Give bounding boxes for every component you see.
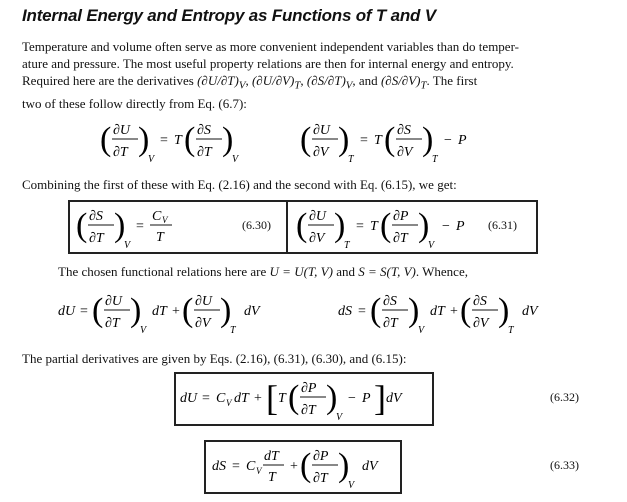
intro-paragraph bbox=[22, 38, 610, 112]
equals: = bbox=[232, 459, 240, 474]
numerator-Cv: C bbox=[152, 209, 162, 224]
denominator-dT: ∂T bbox=[301, 403, 316, 418]
symbol-T: T bbox=[174, 133, 182, 148]
combining-paragraph: Combining the first of these with Eq. (2.16) and the second with Eq. (6.15), we get: bbox=[22, 177, 457, 192]
derivative-dUdT-sub: V bbox=[238, 79, 246, 92]
subscript-T: T bbox=[508, 325, 514, 336]
numerator-dS: ∂S bbox=[197, 123, 211, 138]
paren-close: ) bbox=[422, 121, 434, 158]
relation-S: S = S(T, V) bbox=[358, 264, 416, 279]
subscript-V: V bbox=[348, 480, 355, 491]
numerator-dP: ∂P bbox=[301, 381, 317, 396]
paren-close: ) bbox=[114, 207, 126, 244]
relations-tail: . Whence, bbox=[415, 264, 468, 279]
subscript-V: V bbox=[232, 154, 239, 165]
minus: − bbox=[444, 133, 452, 148]
paren-open: ( bbox=[300, 121, 312, 158]
subscript-T: T bbox=[230, 325, 236, 336]
derivative-dSdV-sub: T bbox=[420, 79, 427, 92]
derivative-dSdT: (∂S/∂T) bbox=[306, 73, 346, 88]
paren-open: ( bbox=[380, 207, 392, 244]
numerator-dS: ∂S bbox=[383, 294, 397, 309]
plus: + bbox=[254, 391, 262, 406]
paren-close: ) bbox=[334, 207, 346, 244]
paren-open: ( bbox=[182, 292, 194, 329]
lhs-dS: dS bbox=[338, 304, 352, 319]
symbol-Cv: C bbox=[216, 391, 226, 406]
equation-dU-total bbox=[58, 292, 261, 336]
minus: − bbox=[348, 391, 356, 406]
denominator-dT: ∂T bbox=[105, 316, 120, 331]
differential-dT: dT bbox=[152, 304, 167, 319]
numerator-dU: ∂U bbox=[195, 294, 213, 309]
intro-line-3-lead: Required here are the derivatives bbox=[22, 73, 198, 88]
equation-pair-6-7 bbox=[100, 112, 520, 172]
denominator-dT: ∂T bbox=[383, 316, 398, 331]
symbol-P: P bbox=[362, 391, 371, 406]
paren-close: ) bbox=[408, 292, 420, 329]
differential-dT: dT bbox=[234, 391, 249, 406]
intro-line-2: ature and pressure. The most useful property relations are then for internal energy and entropy. bbox=[22, 56, 514, 71]
numerator-dP: ∂P bbox=[393, 209, 409, 224]
equals: = bbox=[358, 304, 366, 319]
paren-open: ( bbox=[100, 121, 112, 158]
plus: + bbox=[172, 304, 180, 319]
equals: = bbox=[160, 133, 168, 148]
symbol-Cv: C bbox=[246, 459, 256, 474]
numerator-dT: dT bbox=[264, 449, 279, 464]
intro-line-1: Temperature and volume often serve as more convenient independent variables than do temper- bbox=[22, 39, 519, 54]
equals: = bbox=[360, 133, 368, 148]
symbol-P: P bbox=[458, 133, 467, 148]
denominator-dT: ∂T bbox=[393, 231, 408, 246]
relations-and: and bbox=[332, 264, 359, 279]
differential-dV: dV bbox=[244, 304, 260, 319]
subscript-V: V bbox=[418, 325, 425, 336]
paren-open: ( bbox=[76, 207, 88, 244]
subscript-V: V bbox=[148, 154, 155, 165]
denominator-dV: ∂V bbox=[397, 145, 413, 160]
sep-1: , bbox=[245, 73, 252, 88]
numerator-Cv-sub: V bbox=[162, 215, 168, 225]
relations-lead: The chosen functional relations here are bbox=[58, 264, 270, 279]
symbol-T: T bbox=[278, 391, 286, 406]
differential-dV: dV bbox=[522, 304, 538, 319]
paren-open: ( bbox=[288, 379, 300, 416]
partial-derivatives-paragraph: The partial derivatives are given by Eqs. (2.16), (6.31), (6.30), and (6.15): bbox=[22, 351, 407, 366]
numerator-dS: ∂S bbox=[473, 294, 487, 309]
denominator-dT: ∂T bbox=[313, 471, 328, 486]
symbol-T: T bbox=[370, 219, 378, 234]
plus: + bbox=[450, 304, 458, 319]
equals: = bbox=[356, 219, 364, 234]
equation-6-31 bbox=[294, 200, 484, 254]
subscript-V: V bbox=[140, 325, 147, 336]
numerator-dS: ∂S bbox=[397, 123, 411, 138]
paren-open: ( bbox=[92, 292, 104, 329]
lhs-dU: dU bbox=[180, 391, 198, 406]
section-heading: Internal Energy and Entropy as Functions of T and V bbox=[22, 6, 436, 25]
derivative-dUdT: (∂U/∂T) bbox=[197, 73, 239, 88]
paren-close: ) bbox=[498, 292, 510, 329]
equation-6-33 bbox=[212, 440, 402, 494]
equation-dS-total bbox=[338, 292, 539, 336]
plus: + bbox=[290, 459, 298, 474]
relation-U: U = U(T, V) bbox=[269, 264, 333, 279]
paren-close: ) bbox=[130, 292, 142, 329]
intro-line-3-tail: . The first bbox=[426, 73, 478, 88]
equals: = bbox=[136, 219, 144, 234]
paren-open: ( bbox=[384, 121, 396, 158]
paren-open: ( bbox=[184, 121, 196, 158]
paren-open: ( bbox=[460, 292, 472, 329]
paren-close: ) bbox=[326, 379, 338, 416]
numerator-dU: ∂U bbox=[313, 123, 331, 138]
denominator-dV: ∂V bbox=[309, 231, 325, 246]
denominator-dV: ∂V bbox=[313, 145, 329, 160]
subscript-V: V bbox=[336, 412, 343, 423]
total-differentials bbox=[58, 285, 578, 345]
subscript-T: T bbox=[432, 154, 438, 165]
subscript-V: V bbox=[124, 240, 131, 251]
paren-close: ) bbox=[418, 207, 430, 244]
paren-open: ( bbox=[370, 292, 382, 329]
box-divider bbox=[286, 200, 288, 252]
subscript-T: T bbox=[348, 154, 354, 165]
intro-line-4: two of these follow directly from Eq. (6.7): bbox=[22, 95, 247, 111]
symbol-Cv-sub: V bbox=[256, 466, 262, 476]
differential-dV: dV bbox=[362, 459, 378, 474]
symbol-T: T bbox=[374, 133, 382, 148]
denominator-dV: ∂V bbox=[473, 316, 489, 331]
denominator-T: T bbox=[268, 470, 276, 485]
lhs-dS: dS bbox=[212, 459, 226, 474]
denominator-dT: ∂T bbox=[89, 231, 104, 246]
symbol-P: P bbox=[456, 219, 465, 234]
paren-open: ( bbox=[296, 207, 308, 244]
equation-dUdT bbox=[100, 121, 240, 165]
sep-2: , bbox=[300, 73, 307, 88]
bracket-open: [ bbox=[266, 378, 278, 418]
equation-number-6-31: (6.31) bbox=[488, 218, 517, 232]
functional-relations-paragraph bbox=[58, 263, 618, 280]
paren-open: ( bbox=[300, 447, 312, 484]
subscript-V: V bbox=[428, 240, 435, 251]
numerator-dU: ∂U bbox=[309, 209, 327, 224]
equation-number-6-32: (6.32) bbox=[550, 390, 579, 404]
denominator-dV: ∂V bbox=[195, 316, 211, 331]
denominator-dT: ∂T bbox=[197, 145, 212, 160]
equation-dUdV bbox=[300, 121, 467, 165]
equation-number-6-33: (6.33) bbox=[550, 458, 579, 472]
equation-number-6-30: (6.30) bbox=[242, 218, 271, 232]
lhs-dU: dU bbox=[58, 304, 76, 319]
numerator-dU: ∂U bbox=[105, 294, 123, 309]
denominator-dT: ∂T bbox=[113, 145, 128, 160]
subscript-T: T bbox=[344, 240, 350, 251]
equals: = bbox=[202, 391, 210, 406]
numerator-dS: ∂S bbox=[89, 209, 103, 224]
paren-close: ) bbox=[222, 121, 234, 158]
paren-close: ) bbox=[138, 121, 150, 158]
differential-dT: dT bbox=[430, 304, 445, 319]
equals: = bbox=[80, 304, 88, 319]
numerator-dP: ∂P bbox=[313, 449, 329, 464]
differential-dV: dV bbox=[386, 391, 402, 406]
derivative-dSdT-sub: V bbox=[345, 79, 353, 92]
paren-close: ) bbox=[220, 292, 232, 329]
derivative-dUdV: (∂U/∂V) bbox=[251, 73, 295, 88]
paren-close: ) bbox=[338, 121, 350, 158]
denominator-T: T bbox=[156, 230, 164, 245]
numerator-dU: ∂U bbox=[113, 123, 131, 138]
derivative-dUdV-sub: T bbox=[294, 79, 301, 92]
symbol-Cv-sub: V bbox=[226, 398, 232, 408]
equation-6-32 bbox=[180, 372, 430, 426]
paren-close: ) bbox=[338, 447, 350, 484]
sep-and: , and bbox=[352, 73, 381, 88]
derivative-dSdV: (∂S/∂V) bbox=[380, 73, 421, 88]
minus: − bbox=[442, 219, 450, 234]
bracket-close: ] bbox=[374, 378, 386, 418]
